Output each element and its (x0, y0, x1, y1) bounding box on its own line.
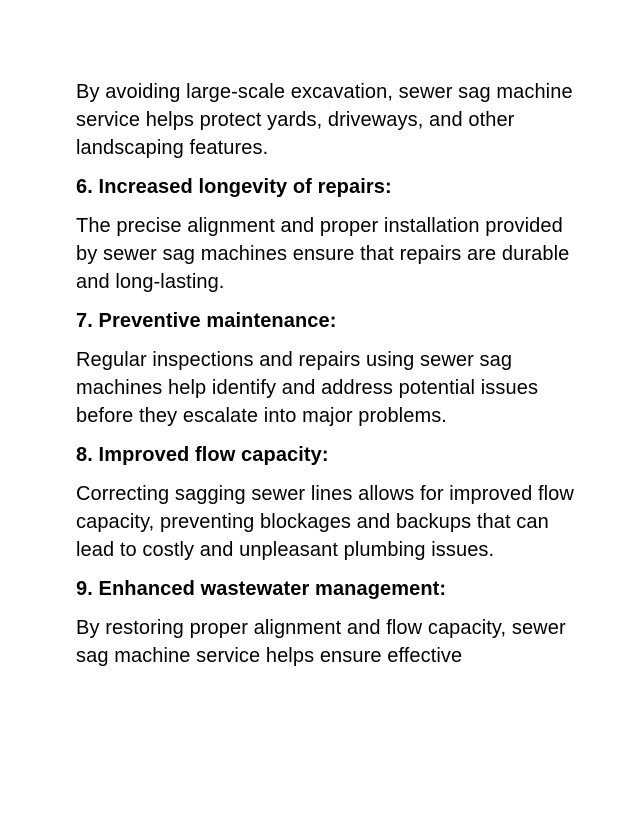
section-heading-8: 8. Improved flow capacity: (76, 444, 329, 466)
document-page (76, 78, 576, 681)
section-body-9: By restoring proper alignment and flow capacity, sewer sag machine service helps ensure effective (76, 617, 566, 667)
section-body-6: The precise alignment and proper installation provided by sewer sag machines ensure that repairs are durable and long-lasting. (76, 215, 570, 293)
section-body-7: Regular inspections and repairs using sewer sag machines help identify and address potential issues before they escalate into major problems. (76, 349, 539, 427)
intro-paragraph: By avoiding large-scale excavation, sewer sag machine service helps protect yards, driveways, and other landscaping features. (76, 81, 573, 159)
section-heading-9: 9. Enhanced wastewater management: (76, 578, 447, 600)
section-heading-6: 6. Increased longevity of repairs: (76, 176, 392, 198)
section-body-8: Correcting sagging sewer lines allows for improved flow capacity, preventing blockages and backups that can lead to costly and unpleasant plumbing issues. (76, 483, 574, 561)
section-heading-7: 7. Preventive maintenance: (76, 310, 337, 332)
